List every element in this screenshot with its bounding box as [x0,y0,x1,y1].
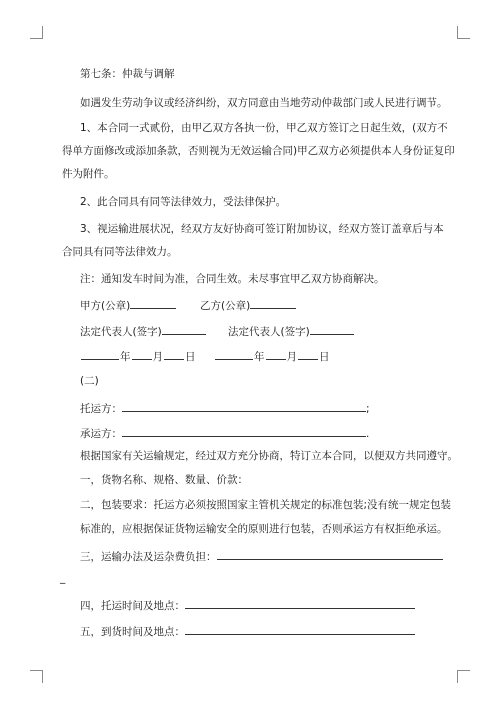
crop-mark-bottom-left [30,670,43,683]
carrier-field [80,425,369,441]
item3-line1: 3、视运输进展状况，经双方友好协商可签订附加协议，经双方签订盖章后与本 [80,223,444,235]
party-b-seal-label: 乙方(公章) [200,300,251,312]
part2-intro: 根据国家有关运输规定，经过双方充分协商，特订立本合同，以便双方共同遵守。 [80,450,458,462]
crop-mark-top-right [457,26,470,39]
shipper-end: ; [366,403,370,415]
year-label: 年 [254,351,265,363]
item2: 2、此合同具有同等法律效力，受法律保护。 [80,196,287,208]
party-b-seal-field [200,297,296,313]
party-b-rep-field [228,323,354,339]
party-a-day-line[interactable] [164,348,184,360]
shipper-label: 托运方： [80,403,122,415]
clause3-tail: _ [60,572,66,584]
party-b-rep-line[interactable] [310,323,354,335]
clause3-label: 三，运输办法及运杂费负担： [80,551,217,563]
article7-body: 如遇发生劳动争议或经济纠纷，双方同意由当地劳动仲裁部门或人民进行调节。 [80,97,448,109]
party-b-year-line[interactable] [215,348,253,360]
party-a-date [80,348,196,364]
carrier-line[interactable] [122,425,366,437]
clause4-label: 四，托运时间及地点： [80,600,185,612]
carrier-label: 承运方： [80,428,122,440]
clause5-line[interactable] [185,623,415,635]
party-b-seal-line[interactable] [250,297,296,309]
item1-line3: 件为附件。 [62,168,115,180]
clause3-field [80,548,443,564]
party-a-rep-line[interactable] [162,323,206,335]
item1-line1: 1、本合同一式贰份，由甲乙双方各执一份，甲乙双方签订之日起生效，(双方不 [80,122,448,134]
party-b-date [214,348,330,364]
clause3-line[interactable] [217,548,443,560]
crop-mark-top-left [30,26,43,39]
party-a-rep-field [80,323,206,339]
carrier-end: . [366,428,370,440]
month-label: 月 [152,351,163,363]
clause1: 一，货物名称、规格、数量、价款： [80,474,248,486]
article7-heading: 第七条：仲裁与调解 [80,68,175,80]
party-b-day-line[interactable] [298,348,318,360]
party-b-rep-label: 法定代表人(签字) [228,326,310,338]
clause2-line1: 二，包装要求：托运方必须按照国家主管机关规定的标准包装;没有统一规定包装 [80,499,452,511]
clause5-label: 五，到货时间及地点： [80,626,185,638]
clause4-field [80,597,415,613]
party-a-seal-line[interactable] [130,297,176,309]
party-a-rep-label: 法定代表人(签字) [80,326,162,338]
shipper-line[interactable] [122,400,366,412]
note: 注：通知发车时间为准，合同生效。未尽事宜甲乙双方协商解决。 [80,273,385,285]
party-b-month-line[interactable] [266,348,286,360]
clause2-line2: 标准的，应根据保证货物运输安全的原则进行包装，否则承运方有权拒绝承运。 [80,523,448,535]
month-label: 月 [286,351,297,363]
clause5-field [80,623,415,639]
item3-line2: 合同具有同等法律效力。 [62,246,178,258]
day-label: 日 [319,351,330,363]
day-label: 日 [185,351,196,363]
party-a-seal-label: 甲方(公章) [80,300,131,312]
shipper-field [80,400,370,416]
crop-mark-bottom-right [457,670,470,683]
clause4-line[interactable] [185,597,415,609]
party-a-year-line[interactable] [81,348,119,360]
item1-line2: 得单方面修改或添加条款，否则视为无效运输合同)甲乙双方必须提供本人身份证复印 [62,145,455,157]
year-label: 年 [120,351,131,363]
party-a-month-line[interactable] [132,348,152,360]
party-a-seal-field [80,297,176,313]
part2-marker: (二) [80,375,99,387]
